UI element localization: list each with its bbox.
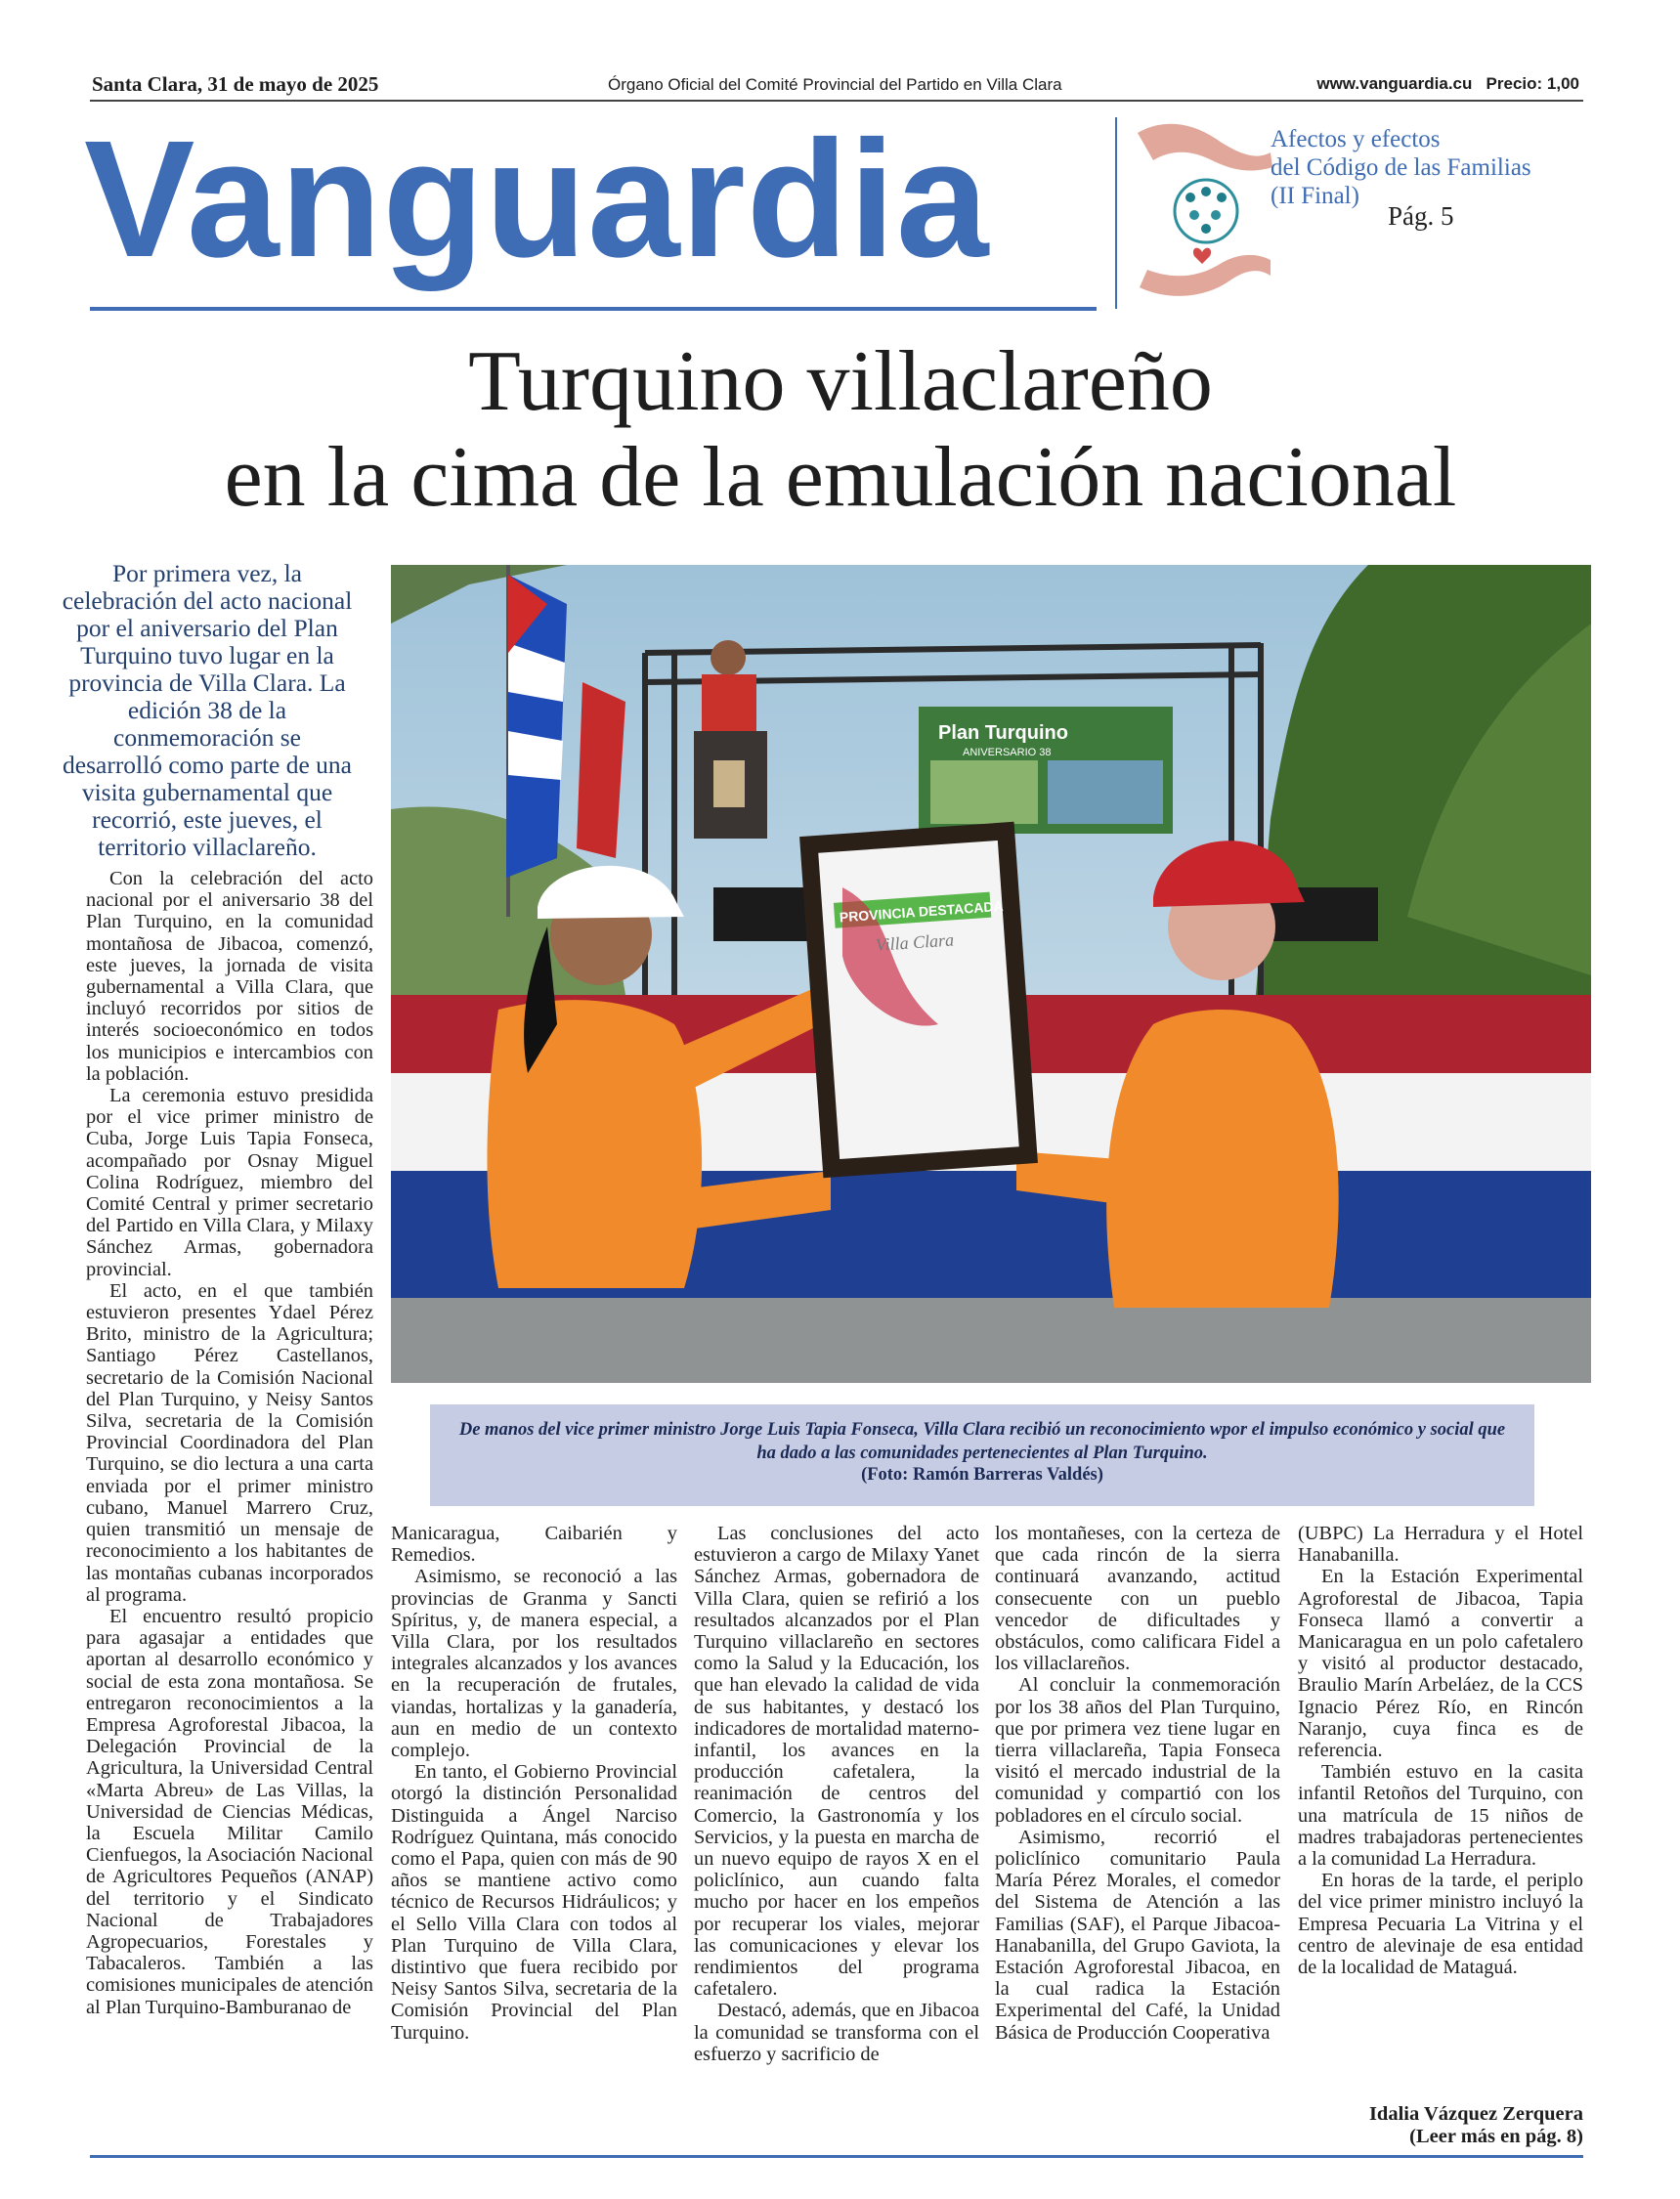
- paragraph: Con la celebración del acto nacional por el aniversario 38 del Plan Turquino, en la comunidad montañosa de Jibacoa, comenzó, este jueves, la jornada de visita gubernamental a Villa Clara, que incluyó recorridos por sitios de interés socioeconómico en todos los municipios e intercambios con la población.: [86, 868, 373, 1085]
- promo-line-3: (II Final): [1271, 183, 1359, 209]
- paragraph: En la Estación Experimental Agroforestal de Jibacoa, Tapia Fonseca llamó a convertir a Manicaragua en un polo cafetalero y visitó al productor destacado, Braulio Marín Arbeláez, de la CCS Ignacio Pérez Río, en Rincón Naranjo, cuya finca es de referencia.: [1298, 1566, 1583, 1762]
- promo-line-1: Afectos y efectos: [1271, 126, 1441, 152]
- article-column-5: [1298, 1523, 1583, 1978]
- hands-promo-illustration: [1134, 113, 1278, 307]
- main-headline: [59, 334, 1622, 526]
- top-info-bar: [90, 68, 1583, 102]
- author-name: Idalia Vázquez Zerquera: [1368, 2103, 1583, 2125]
- article-column-3: [694, 1523, 979, 2065]
- paragraph: Al concluir la conmemoración por los 38 años del Plan Turquino, que por primera vez tiene lugar en tierra villaclareña, Tapia Fonseca visitó el mercado industrial de la comunidad y compartió con los pobladores en el círculo social.: [995, 1674, 1280, 1827]
- paragraph: Las conclusiones del acto estuvieron a cargo de Milaxy Yanet Sánchez Armas, gobernadora de Villa Clara, quien se refirió a los resultados alcanzados por el Plan Turquino villaclareño en sectores como la Salud y la Educación, los que han elevado la calidad de vida de sus habitantes, y destacó los indicadores de mortalidad materno-infantil, los avances en la producción cafetalera, la reanimación de centros del Comercio, la Gastronomía y los Servicios, y la puesta en marcha de un nuevo equipo de rayos X en el policlínico, aun cuando falta mucho por hacer en los empeños por recuperar los viales, mejorar las comunicaciones y elevar los rendimientos del programa cafetalero.: [694, 1523, 979, 2001]
- official-organ-label: Órgano Oficial del Comité Provincial del Partido en Villa Clara: [608, 75, 1062, 94]
- promo-line-2: del Código de las Familias: [1271, 154, 1531, 181]
- issue-date: Santa Clara, 31 de mayo de 2025: [92, 72, 379, 96]
- paragraph: El encuentro resultó propicio para agasajar a entidades que aportan al desarrollo económico y social de esta zona montañosa. Se entregaron reconocimientos a la Empresa Agroforestal Jibacoa, la Delegación Provincial de la Agricultura, la Universidad Central «Marta Abreu» de Las Villas, la Universidad de Ciencias Médicas, la Escuela Militar Camilo Cienfuegos, la Asociación Nacional de Agricultores Pequeños (ANAP) del territorio y el Sindicato Nacional de Trabajadores Agropecuarios, Forestales y Tabacaleros. También a las comisiones municipales de atención al Plan Turquino-Bamburanao de: [86, 1605, 373, 2018]
- paragraph: La ceremonia estuvo presidida por el vice primer ministro de Cuba, Jorge Luis Tapia Fonseca, acompañado por Osnay Miguel Colina Rodríguez, miembro del Comité Central y primer secretario del Partido en Villa Clara, y Milaxy Sánchez Armas, gobernadora provincial.: [86, 1085, 373, 1280]
- masthead-divider: [1115, 117, 1117, 309]
- masthead-rule: [90, 307, 1097, 311]
- article-column-1: [86, 868, 373, 2018]
- paragraph: En tanto, el Gobierno Provincial otorgó la distinción Personalidad Distinguida a Ángel Narciso Rodríguez Quintana, más conocido como el Papa, quien con más de 90 años se mantiene activo como técnico de Recursos Hidráulicos; y el Sello Villa Clara con todos al Plan Turquino de Villa Clara, distintivo que fuera recibido por Neisy Santos Silva, secretaria de la Comisión Provincial del Plan Turquino.: [391, 1761, 677, 2044]
- promo-headline[interactable]: [1271, 125, 1593, 210]
- article-column-4: [995, 1523, 1280, 2044]
- paragraph: (UBPC) La Herradura y el Hotel Hanabanilla.: [1298, 1523, 1583, 1567]
- promo-page-ref: Pág. 5: [1388, 201, 1454, 231]
- headline-line-1: Turquino villaclareño: [468, 334, 1213, 429]
- recognition-diploma: [799, 822, 1038, 1178]
- stage-banner-subtitle: ANIVERSARIO 38: [963, 747, 1052, 758]
- paragraph: En horas de la tarde, el periplo del vice primer ministro incluyó la Empresa Pecuaria La Vitrina y el centro de alevinaje de esa entidad de la localidad de Mataguá.: [1298, 1870, 1583, 1979]
- ceremony-photo: [391, 565, 1591, 1383]
- byline: [1222, 2103, 1583, 2148]
- paragraph: Manicaragua, Caibarién y Remedios.: [391, 1523, 677, 1567]
- footer-rule: [90, 2155, 1583, 2158]
- paragraph: También estuvo en la casita infantil Retoños del Turquino, con una matrícula de 15 niños de madres trabajadoras pertenecientes a la comunidad La Herradura.: [1298, 1761, 1583, 1871]
- stage-banner-title: Plan Turquino: [938, 722, 1068, 744]
- continued-link[interactable]: (Leer más en pág. 8): [1409, 2126, 1583, 2147]
- paragraph: Asimismo, recorrió el policlínico comunitario Paula María Pérez Morales, el comedor del Sistema de Atención a las Familias (SAF), el Parque Jibacoa-Hanabanilla, del Grupo Gaviota, la Estación Agroforestal Jibacoa, en la cual radica la Estación Experimental del Café, la Unidad Básica de Producción Cooperativa: [995, 1826, 1280, 2044]
- paragraph: Asimismo, se reconoció a las provincias de Granma y Sancti Spíritus, y, de manera especial, a Villa Clara, por los resultados integrales alcanzados y los avances en la recuperación de frutales, viandas, hortalizas y la ganadería, aun en medio de un contexto complejo.: [391, 1566, 677, 1762]
- diploma-title: PROVINCIA DESTACADA: [839, 897, 1005, 926]
- paragraph: los montañeses, con la certeza de que cada rincón de la sierra continuará avanzando, actitud consecuente con un pueblo vencedor de dificultades y obstáculos, como calificara Fidel a los villaclareños.: [995, 1523, 1280, 1675]
- photo-credit: (Foto: Ramón Barreras Valdés): [861, 1465, 1103, 1485]
- headline-line-2: en la cima de la emulación nacional: [224, 430, 1457, 525]
- photo-caption-box: [430, 1404, 1534, 1506]
- diploma-province: Villa Clara: [875, 929, 955, 955]
- website-price: www.vanguardia.cu Precio: 1,00: [1316, 74, 1579, 93]
- article-lead: Por primera vez, la celebración del acto nacional por el aniversario del Plan Turquino tuvo lugar en la provincia de Villa Clara. La edición 38 de la conmemoración se desarrolló como parte de una visita gubernamental que recorrió, este jueves, el territorio villaclareño.: [62, 559, 353, 861]
- photo-caption: De manos del vice primer ministro Jorge Luis Tapia Fonseca, Villa Clara recibió un reconocimiento wpor el impulso económico y social que ha dado a las comunidades pertenecientes al Plan Turquino.: [458, 1420, 1506, 1463]
- paragraph: El acto, en el que también estuvieron presentes Ydael Pérez Brito, ministro de la Agricultura; Santiago Pérez Castellanos, secretario de la Comisión Nacional del Plan Turquino, y Neisy Santos Silva, secretaria de la Comisión Provincial Coordinadora del Plan Turquino, se dio lectura a una carta enviada por el primer ministro cubano, Manuel Marrero Cruz, quien transmitió un mensaje de reconocimiento a los habitantes de las montañas cubanas incorporados al programa.: [86, 1279, 373, 1606]
- article-column-2: [391, 1523, 677, 2044]
- newspaper-masthead: Vanguardia: [84, 107, 990, 292]
- paragraph: Destacó, además, que en Jibacoa la comunidad se transforma con el esfuerzo y sacrificio de: [694, 2000, 979, 2065]
